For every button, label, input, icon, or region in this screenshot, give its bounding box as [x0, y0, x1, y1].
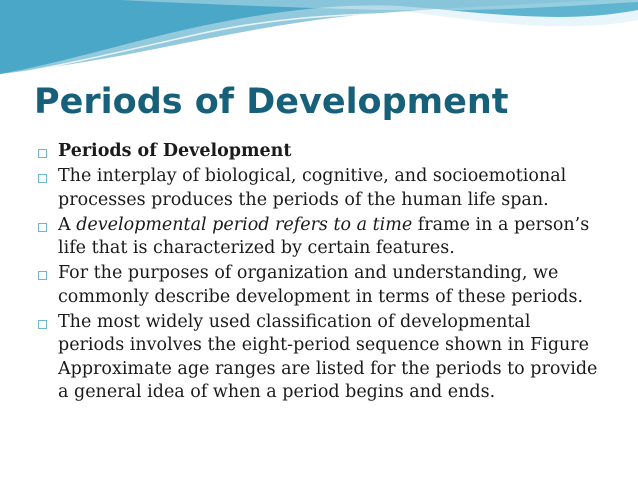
bullet-item	[38, 140, 598, 164]
bullet-text: The interplay of biological, cognitive, and socioemotional processes produces the periods of the human life span.	[58, 166, 567, 210]
square-bullet-icon	[38, 174, 47, 183]
bullet-item	[38, 262, 598, 309]
header-wave-decoration	[0, 0, 638, 80]
square-bullet-icon	[38, 223, 47, 232]
bullet-text: For the purposes of organization and understanding, we commonly describe development in terms of these periods.	[58, 263, 584, 307]
bullet-text: Periods of Development	[58, 141, 292, 161]
bullet-text-prefix: A	[58, 214, 77, 235]
bullet-item	[38, 311, 598, 405]
square-bullet-icon	[38, 320, 47, 329]
bullet-list	[38, 140, 598, 406]
square-bullet-icon	[38, 149, 47, 158]
bullet-item	[38, 214, 598, 261]
bullet-text: The most widely used classification of developmental periods involves the eight-period sequence shown in Figure Approximate age ranges are listed for the periods to provide a general idea of when a period begins and ends.	[58, 311, 598, 402]
square-bullet-icon	[38, 271, 47, 280]
bullet-text-italic: developmental period refers to a time	[76, 214, 413, 235]
slide-title: Periods of Development	[34, 82, 509, 122]
bullet-text-suffix: frame in a person’s life that is characterized by certain features.	[58, 214, 590, 258]
bullet-item	[38, 165, 598, 212]
